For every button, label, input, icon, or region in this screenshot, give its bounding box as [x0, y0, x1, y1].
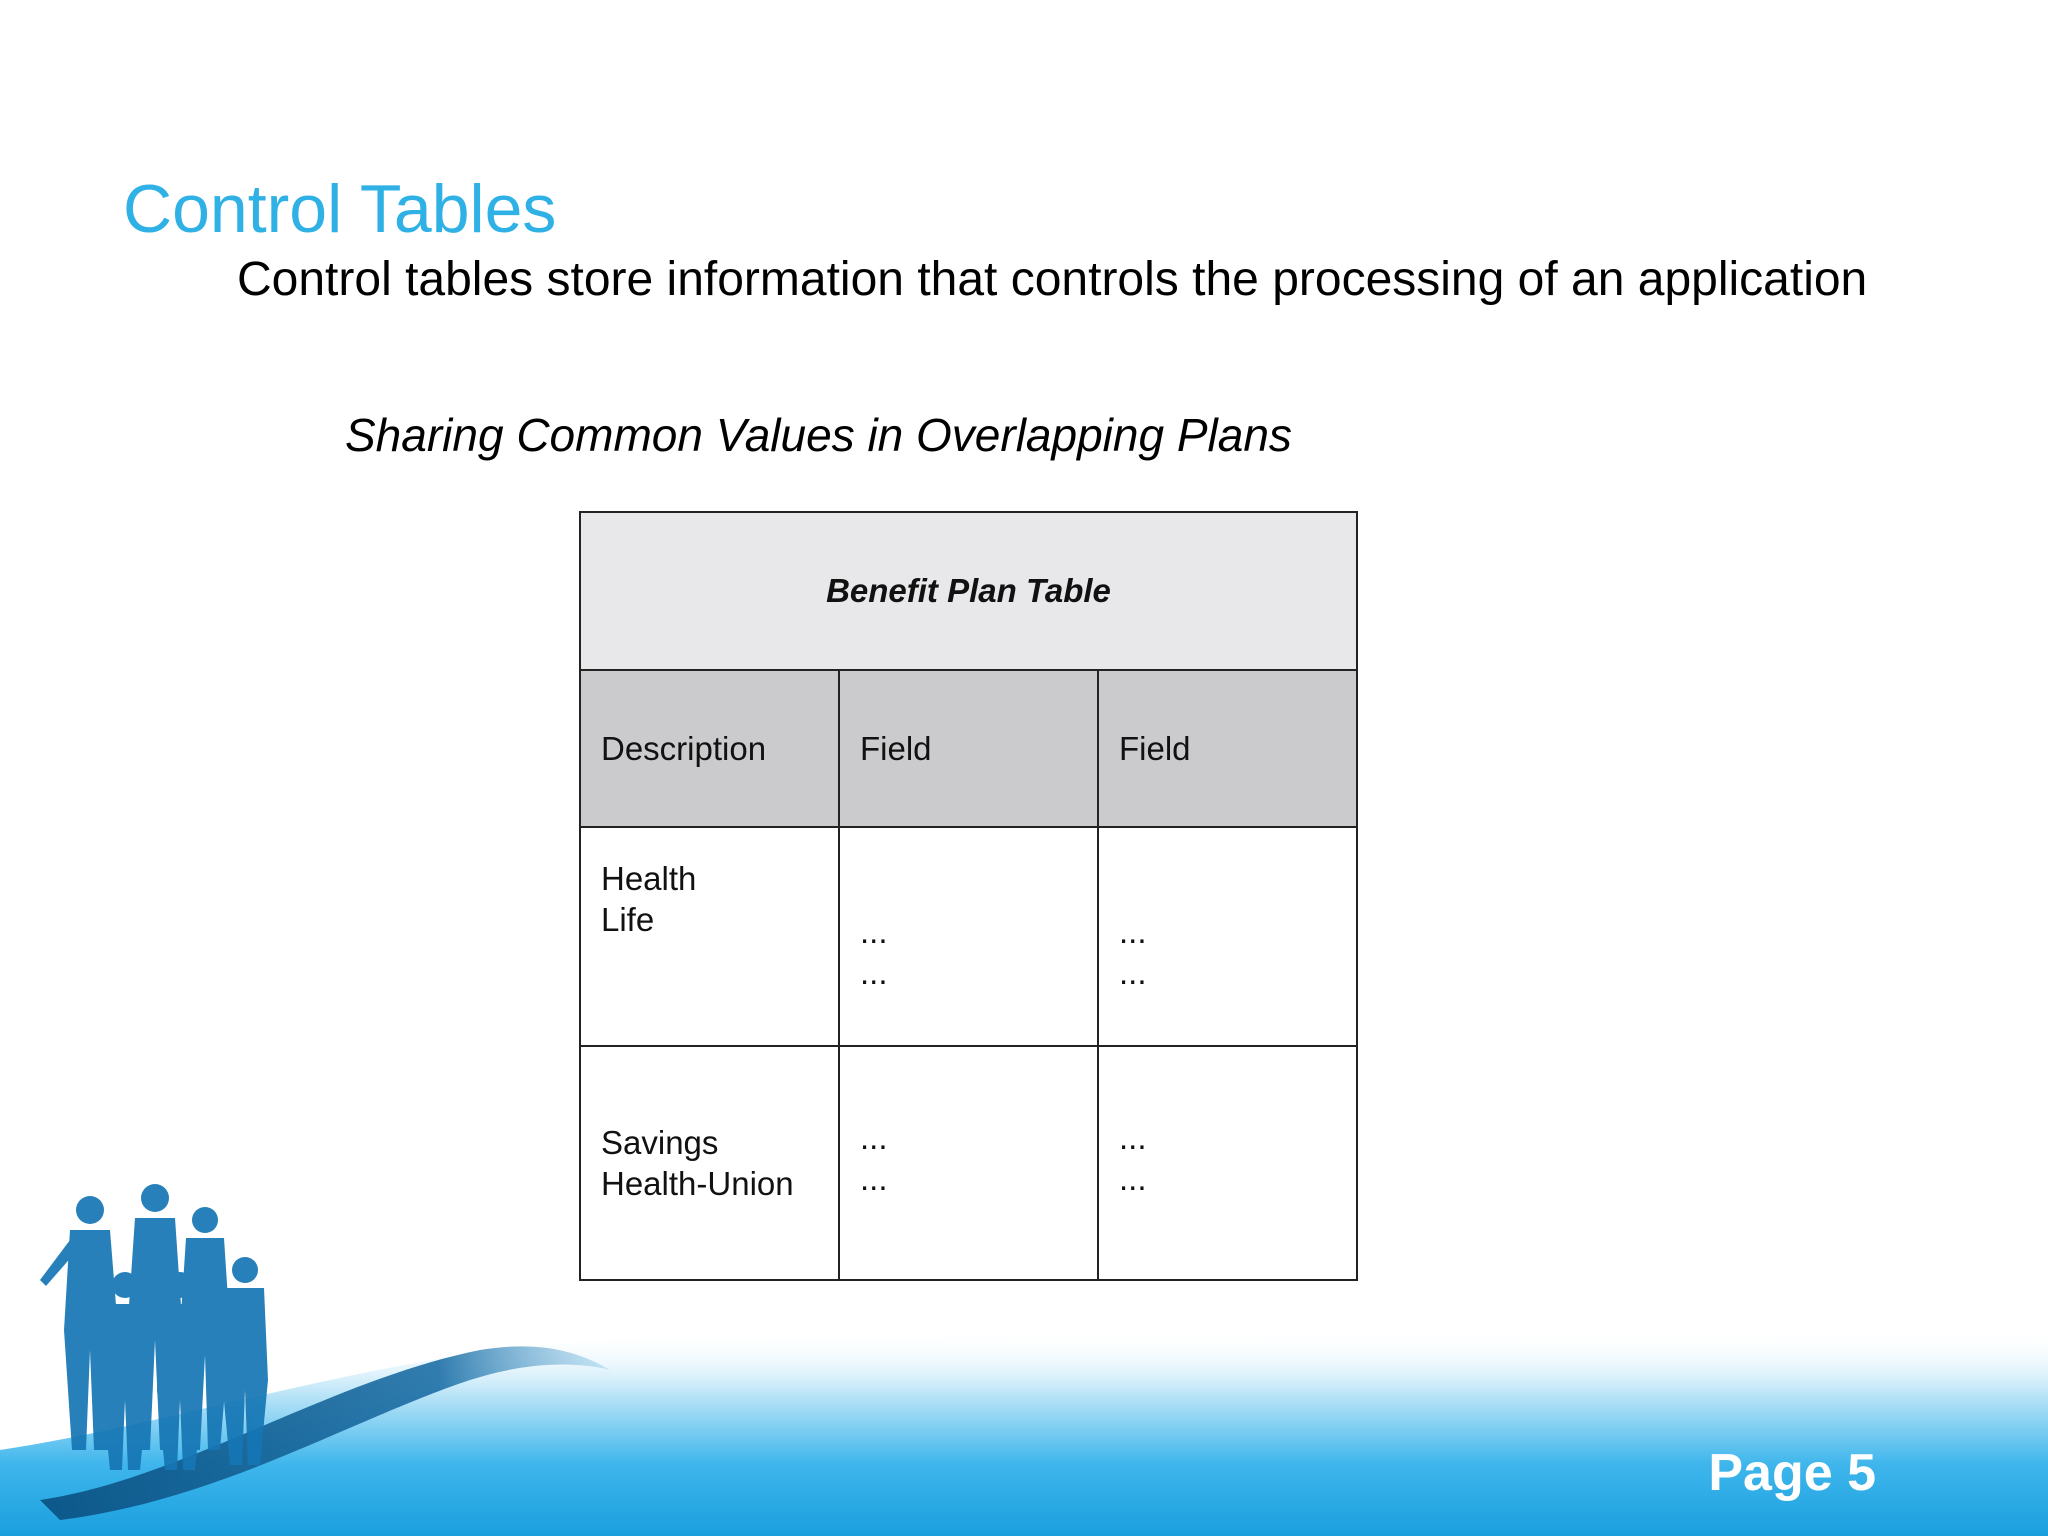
- cell-text: ...: [1119, 1160, 1147, 1197]
- cell-text: ...: [860, 912, 888, 950]
- description-cell: [580, 827, 839, 1046]
- cell-text: ...: [1119, 912, 1147, 950]
- description-cell: [580, 1046, 839, 1280]
- slide-subtitle: Control tables store information that controls the processing of an application: [237, 253, 1868, 306]
- field-cell: [839, 827, 1098, 1046]
- cell-text: ...: [860, 1119, 888, 1156]
- field-cell: [839, 1046, 1098, 1280]
- table-row: [580, 1046, 1357, 1280]
- cell-text: ...: [860, 1160, 888, 1197]
- table-caption-row: [580, 512, 1357, 670]
- column-header: Field: [839, 670, 1098, 827]
- cell-text: Life: [601, 901, 655, 938]
- slide-title: Control Tables: [123, 171, 557, 247]
- page-number: Page 5: [1708, 1444, 1876, 1502]
- cell-text: Health: [601, 860, 697, 897]
- benefit-plan-table: [579, 511, 1358, 1281]
- table-row: [580, 827, 1357, 1046]
- cell-text: ...: [860, 953, 888, 991]
- field-cell: [1098, 827, 1357, 1046]
- column-header: Field: [1098, 670, 1357, 827]
- people-silhouette-icon: [30, 1180, 330, 1480]
- table-heading: Sharing Common Values in Overlapping Plans: [345, 409, 1292, 461]
- cell-text: Savings: [601, 1124, 719, 1161]
- field-cell: [1098, 1046, 1357, 1280]
- table-header-row: [580, 670, 1357, 827]
- cell-text: ...: [1119, 953, 1147, 991]
- column-header: Description: [580, 670, 839, 827]
- table-caption: Benefit Plan Table: [580, 512, 1357, 670]
- cell-text: ...: [1119, 1119, 1147, 1156]
- cell-text: Health-Union: [601, 1165, 794, 1202]
